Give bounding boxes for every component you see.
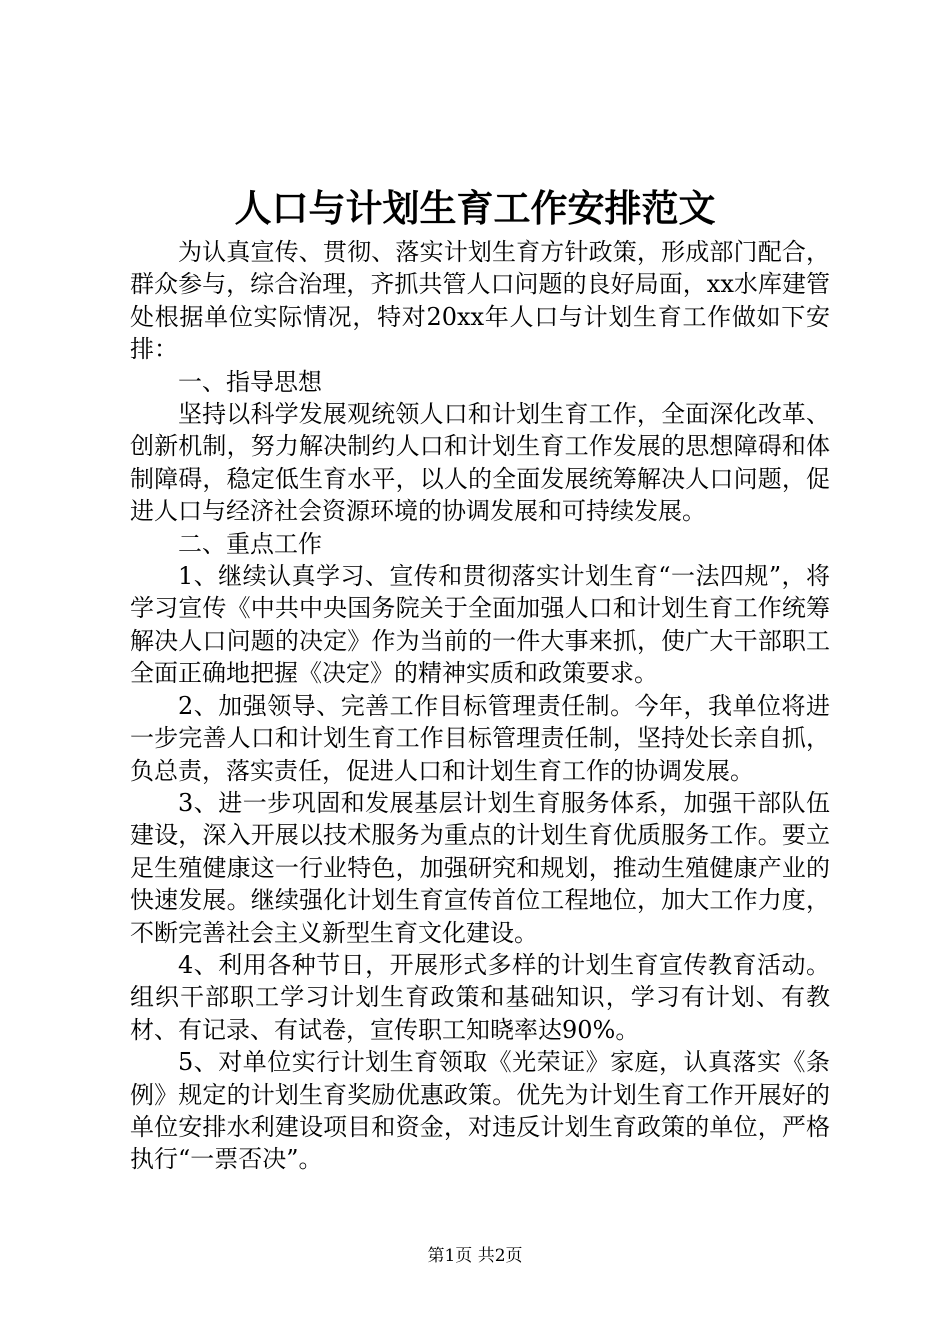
page-number-footer: 第1页 共2页 [427, 1246, 523, 1266]
key-work-item-2: 2、加强领导、完善工作目标管理责任制。今年，我单位将进一步完善人口和计划生育工作目标管理责任制，坚持处长亲自抓，负总责，落实责任，促进人口和计划生育工作的协调发展。 [130, 691, 830, 785]
key-work-item-4: 4、利用各种节日，开展形式多样的计划生育宣传教育活动。组织干部职工学习计划生育政策和基础知识，学习有计划、有教材、有记录、有试卷，宣传职工知晓率达90%。 [130, 950, 830, 1044]
document-title: 人口与计划生育工作安排范文 [234, 186, 716, 230]
guiding-thought-paragraph: 坚持以科学发展观统领人口和计划生育工作，全面深化改革、创新机制，努力解决制约人口和计划生育工作发展的思想障碍和体制障碍，稳定低生育水平，以人的全面发展统筹解决人口问题，促进人口与经济社会资源环境的协调发展和可持续发展。 [130, 400, 830, 526]
key-work-item-5: 5、对单位实行计划生育领取《光荣证》家庭，认真落实《条例》规定的计划生育奖励优惠政策。优先为计划生育工作开展好的单位安排水利建设项目和资金，对违反计划生育政策的单位，严格执行“一票否决”。 [130, 1048, 830, 1174]
section-heading-guiding-thought: 一、指导思想 [178, 367, 322, 396]
document-body [130, 236, 830, 1176]
intro-paragraph: 为认真宣传、贯彻、落实计划生育方针政策，形成部门配合，群众参与，综合治理，齐抓共管人口问题的良好局面，xx水库建管处根据单位实际情况，特对20xx年人口与计划生育工作做如下安排： [130, 238, 830, 364]
key-work-item-1: 1、继续认真学习、宣传和贯彻落实计划生育“一法四规”，将学习宣传《中共中央国务院关于全面加强人口和计划生育工作统筹解决人口问题的决定》作为当前的一件大事来抓，使广大干部职工全面正确地把握《决定》的精神实质和政策要求。 [130, 562, 830, 688]
key-work-item-3: 3、进一步巩固和发展基层计划生育服务体系，加强干部队伍建设，深入开展以技术服务为重点的计划生育优质服务工作。要立足生殖健康这一行业特色，加强研究和规划，推动生殖健康产业的快速发展。继续强化计划生育宣传首位工程地位，加大工作力度，不断完善社会主义新型生育文化建设。 [130, 788, 830, 947]
section-heading-key-work: 二、重点工作 [178, 529, 322, 558]
